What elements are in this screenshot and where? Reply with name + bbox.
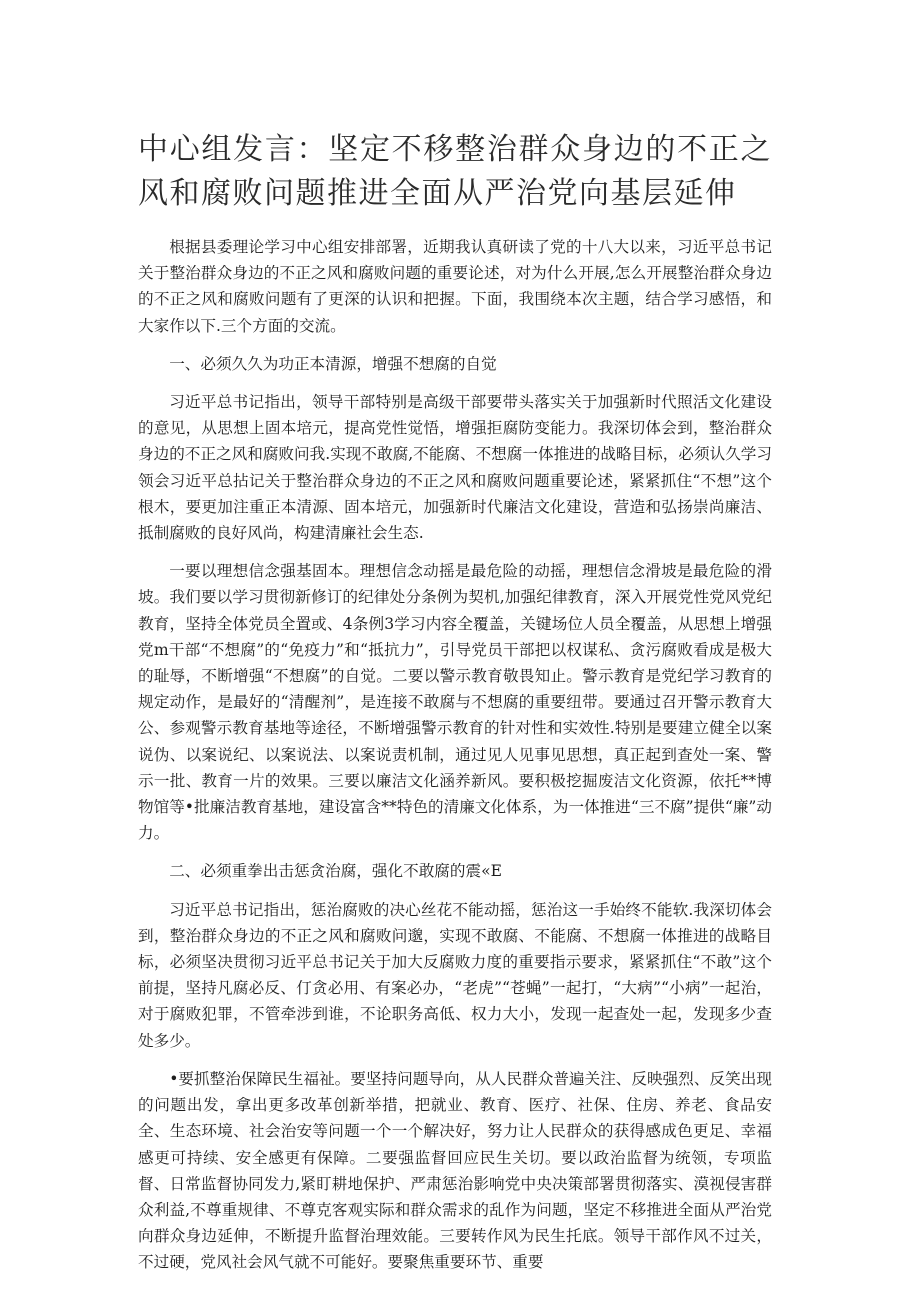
body-paragraph: 一要以理想信念强基固本。理想信念动摇是最危险的动摇，理想信念滑坡是最危险的滑坡。我们要以学习贯彻新修订的纪律处分条例为契机,加强纪律教育，深入开展党性党风党纪教育，坚持全体党员全置或、4条例3学习内容全覆盖，关键场位人员全覆盖，从思想上增强党m干部“不想腐”的“免疫力”和“抵抗力”，引导党员干部把以权谋私、贪污腐败看成是极大的耻辱，不断增强“不想腐”的自觉。二要以警示教育敬畏知止。警示教育是党纪学习教育的规定动作，是最好的“清醒剂”，是连接不敢腐与不想腐的重要纽带。要通过召开警示教育大公、参观警示教育基地等途径，不断增强警示教育的针对性和实效性.特别是要建立健全以案说伪、以案说纪、以案说法、以案说责机制，通过见人见事见思想，真正起到查处一案、警示一批、教育一片的效果。三要以廉洁文化涵养新风。要积极挖掘废洁文化资源，依托**博物馆等•批廉洁教育基地，建设富含**特色的清廉文化体系，为一体推进“三不腐”提供“廉”动力。 bbox=[138, 562, 772, 843]
body-paragraph: •要抓整治保障民生福祉。要坚持问题导向，从人民群众普遍关注、反映强烈、反笑出现的问题出发，拿出更多改革创新举措，把就业、教育、医疗、社保、住房、养老、食品安全、生态环境、社会治安等问题一个一个解决好，努力让人民群众的获得感成色更足、幸福感更可持续、安全感更有保障。二要强监督回应民生关切。要以政治监督为统领，专项监督、日常监督协同发力,紧盯耕地保护、严肃惩治影响党中央决策部署贯彻落实、漠视侵害群众利益,不尊重规律、不尊克客观实际和群众需求的乱作为问题，坚定不移推进全面从严治党向群众身边延伸，不断提升监督治理效能。三要转作风为民生托底。领导干部作风不过关，不过硬，党风社会风气就不可能好。要聚焦重要环节、重要 bbox=[138, 1069, 772, 1272]
document-title: 中心组发言：坚定不移整治群众身边的不正之风和腐败问题推进全面从严治党向基层延伸 bbox=[138, 132, 772, 211]
section-heading-1: 一、必须久久为功正本清源，增强不想腐的自觉 bbox=[169, 354, 497, 373]
body-paragraph: 习近平总书记指出，惩治腐败的决心丝花不能动摇，惩治这一手始终不能软.我深切体会到，整治群众身边的不正之风和腐败问邈，实现不敢腐、不能腐、不想腐一体推进的战略目标，必须坚决贯彻习近平总书记关于加大反腐败力度的重要指示要求，紧紧抓住“不敢”这个前提，坚持凡腐必反、仃贪必用、有案必办，“老虎”“苍蝇”一起打，“大病”“小病”一起治，对于腐败犯罪，不管牵涉到谁，不论职务高低、权力大小，发现一起查处一起，发现多少查处多少。 bbox=[138, 900, 772, 1050]
body-paragraph: 习近平总书记指出，领导干部特别是高级干部要带头落实关于加强新时代照活文化建设的意见，从思想上固本培元，提高党性觉悟，增强拒腐防变能力。我深切体会到，整治群众身边的不正之风和腐败问我.实现不敢腐,不能腐、不想腐一体推进的战略目标，必须认久学习领会习近平总拈记关于整治群众身边的不正之风和腐败问题重要论述，紧紧抓住“不想”这个根木，要更加注重正本清源、固本培元，加强新时代廉洁文化建设，营造和弘扬崇尚廉洁、抵制腐败的良好风尚，构建清廉社会生态. bbox=[138, 393, 772, 543]
intro-paragraph: 根据县委理论学习中心组安排部署，近期我认真研读了党的十八大以来，习近平总书记关于整治群众身边的不正之风和腐败问题的重要论述，对为什么开展,怎么开展整治群众身边的不正之风和腐败问题有了更深的认识和把握。下面，我围绕本次主题，结合学习感悟，和大家作以下.三个方面的交流。 bbox=[138, 238, 772, 335]
section-heading-2: 二、必须重拳出击惩贪治腐，强化不敢腐的震«E bbox=[169, 862, 502, 881]
